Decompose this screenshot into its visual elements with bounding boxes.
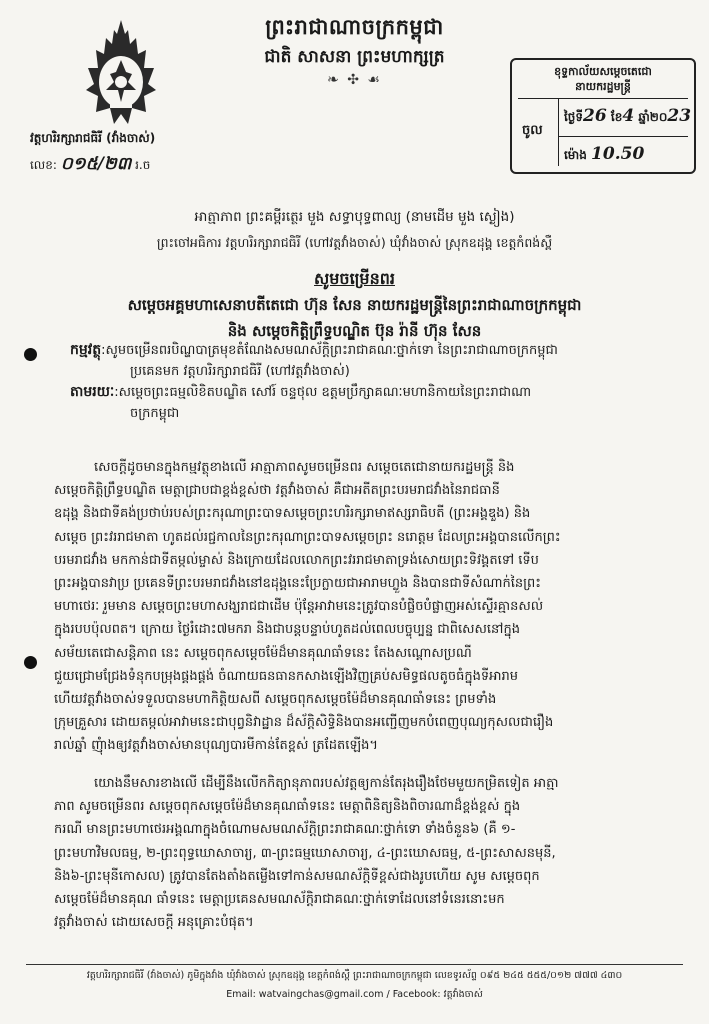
stamp-title: ខុទ្ទកាល័យសម្ដេចតេជោ នាយករដ្ឋមន្ត្រី [554,65,652,93]
body-line: ព្រះអង្គបានវាប្រ ប្រគេនទីព្រះបរមរាជវាំងនៅឧដុង្គនេះប្រែក្លាយជាអារាមហ្លួង និងបានជាទីសំណាក់នៃព្រះ [54,576,541,592]
body-line: រាល់ឆ្នាំ ញុំាងឲ្យវត្តវាំងចាស់មានបុណ្យបារមីកាន់តែខ្ពស់ ត្រដែតឡើង។ [54,738,378,754]
issuing-pagoda: វត្តហរិរក្សារាជធិរី (វាំងចាស់) [30,131,156,145]
ref-label: លេខ: [30,158,57,172]
stamp-time: ម៉ោង 10.50 [564,144,645,164]
body-line: យោងនឹមសារខាងលើ ដើម្បីនឹងលើកកិត្យានុភាពរបស់វត្តឲ្យកាន់តែរុងរឿងថែមមួយកម្រិតទៀត អាត្មា [94,776,559,791]
via-text-2: ចក្រកម្ពុជា [130,406,180,421]
received-stamp [510,58,696,174]
body-line: សម្ដេចកិត្តិព្រឹទ្ធបណ្ឌិត មេត្តាជ្រាបជាខ្ពង់ខ្ពស់ថា វត្តវាំងចាស់ គឺជាអតីតព្រះបរមរាជវាំងនៃរាជធានី [54,483,500,499]
national-motto: ជាតិ សាសនា ព្រះមហាក្សត្រ [264,47,445,67]
body-line: ហើយវត្តវាំងចាស់ទទួលបានមហាកិត្តិយសពី សម្ដេចពុកសម្ដេចម៉ែដ៏មានគុណធាំទនេះ ព្រមទាំង [54,692,497,708]
ornament-divider: ❧ ✣ ☙ [327,72,382,88]
body-line: សេចក្ដីដូចមានក្នុងកម្មវត្ថុខាងលើ អាត្មាភាពសូមចម្រើនពរ សម្ដេចតេជោនាយករដ្ឋមន្ត្រី និង [94,460,515,475]
bullet-icon [24,348,37,361]
stamp-received-label: ចូល [522,123,543,138]
body-paragraph-2 [54,772,669,934]
body-line: ព្រះមហាវិមលធម្ម, ២-ព្រះពុទ្ធឃោសាចារ្យ, ៣-ព្រះធម្មឃោសាចារ្យ, ៤-ព្រះឃោសធម្ម, ៥-ព្រះសាសនមុនី, [54,845,556,861]
kingdom-title: ព្រះរាជាណាចក្រកម្ពុជា [265,15,444,39]
body-line: សម្ដេច ព្រះវររាជមាតា ហូតដល់រជ្ជកាលនៃព្រះករុណាព្រះបាទសម្ដេចព្រះ នរោត្ដម ដែលព្រះអង្គបានលើកព្រះ [54,529,561,545]
ref-number: ០១៥/២៣ [60,154,132,174]
body-paragraph-1 [54,456,669,758]
addressee-line-2: និង សម្ដេចកិត្តិព្រឹទ្ធបណ្ឌិត ប៊ុន រ៉ានី ហ៊ុន សែន [227,322,482,340]
bullet-icon [24,656,37,669]
footer-contact: Email: watvaingchas@gmail.com / Facebook: វត្តវាំងចាស់ [226,989,483,1000]
stamp-date: ថ្ងៃទី26 ខែ4 ឆ្នាំ២០23 [564,106,692,126]
body-line: សម័យតេជោសន្តិភាព នេះ សម្ដេចពុកសម្ដេចម៉ែដ៏មានគុណធាំទនេះ តែងសណ្ដោសប្រណី [54,645,472,661]
body-line: សម្ដេចម៉ែដ៏មានគុណ ធាំទនេះ មេត្តាប្រគេនសមណស័ក្តិរាជាគណៈថ្នាក់ទោដែលនៅទំនេរនោះមក [54,892,505,908]
body-line: វត្តវាំងចាស់ ដោយសេចក្ដី អនុគ្រោះបំផុត។ [54,915,254,931]
subject-text: :សូមចម្រើនពរបិណ្ឌបាត្រមុខតំណែងសមណស័ក្តិព្រះរាជាគណៈថ្នាក់ទោ នៃព្រះរាជាណាចក្រកម្ពុជា [101,343,558,358]
body-line: មហាថេរៈ រួមមាន សម្ដេចព្រះមហាសង្ឃរាជជាដើម ប៉ុន្តែអាវាមនេះត្រូវបានបំផ្លិចបំផ្លាញអស់ស្ទើរគ្មានសល់ [54,599,544,615]
reference-number [30,153,150,178]
sender-title-line: ព្រះចៅអធិការ វត្តហរិរក្សារាជធិរី (ហៅវត្តវាំងចាស់) ឃុំវាំងចាស់ ស្រុកឧដុង្គ ខេត្តកំពង់ស្ពឺ [156,235,553,250]
body-line: ក្រុមគ្រួសារ ដោយតម្កល់អាវាមនេះជាបុព្វនិវាដ្ឋាន ដ៏ស័ក្ដិសិទ្ធិនិងបានអញ្ជើញមកបំពេញបុណ្យកុសលជារឿង [54,715,554,731]
body-line: និង៦-ព្រះមុនីកោសល) ត្រូវបានតែងតាំងតម្លើងទៅកាន់សមណស័ក្តិទីខ្ពស់ជាងរូបហើយ សូម សម្ដេចពុក [54,868,540,884]
subject-text-2: ប្រគេនមក វត្តហរិរក្សារាជធិរី (ហៅវត្តវាំងចាស់) [130,364,350,379]
body-line: ភាព សូមចម្រើនពរ សម្ដេចពុកសម្ដេចម៉ែដ៏មានគុណធាំទនេះ មេត្តាពិនិត្យនិងពិចារណាដ៏ខ្ពង់ខ្ពស់ ក្នុង [54,799,521,815]
body-line: ករណី មានព្រះមហាថេរអង្គណាក្នុងចំណោមសមណស័ក្តិព្រះរាជាគណៈថ្នាក់ទោ ទាំងចំនួន៦ (គឺ ១- [54,822,516,838]
addressee-line-1: សម្ដេចអគ្គមហាសេនាបតីតេជោ ហ៊ុន សែន នាយករដ្ឋមន្ត្រីនៃព្រះរាជាណាចក្រកម្ពុជា [127,296,582,314]
body-line: ជួយជ្រោមជ្រែងទំនុកបម្រុងផ្គងផ្គង់ ចំណាយធនធានកសាងឡើងវិញគ្រប់សមិទ្ធផលតូចធំក្នុងទីអារាម [54,668,518,684]
footer-address: វត្តហរិរក្សារាជធិរី (វាំងចាស់) ភូមិក្នុងវាំង ឃុំវាំងចាស់ ស្រុកឧដុង្គ ខេត្តកំពង់ស្ពឺ ព្រះរាជាណាចក្រកម្ពុជា លេខទូរស័ព្ទ ០៩៥ ២៤៥ ៥៥៥/០១២ ៧៧៧ ៤៣០ [86,970,623,981]
salutation: សូមចម្រើនពរ [314,269,395,288]
body-line: បរមរាជវាំង មកកាន់ជាទីតម្កល់ម្ចាស់ និងក្រោយដែលលោកព្រះវររាជមាតាទ្រង់សោយព្រះទិវង្គតទៅ ទើប [54,552,539,568]
via-label: តាមរយៈ [70,384,115,400]
ref-suffix: រ.ច [135,158,151,172]
body-line: ក្នុងរបបប៉ុលពត។ ក្រោយ ថ្ងៃរំដោះ៧មករា និងជាបន្តបន្ទាប់ហូតដល់ពេលបច្ចុប្បន្ន ជាពិសេសនៅក្នុង [54,622,520,638]
subject-block [70,340,673,424]
subject-label: កម្មវត្ថុ [70,342,102,358]
via-text: :សម្ដេចព្រះធម្មលិខិតបណ្ឌិត សៅរ៍ ចន្ទថុល ឧត្តមប្រឹក្សាគណៈមហានិកាយនៃព្រះរាជាណា [114,385,532,400]
sender-line: អាត្មាភាព ព្រះគម្ពីរត្ថេរ មួង សទ្ធាបុទ្ធពាល្យ (នាមដើម មួង ស្ងៀង) [194,209,515,225]
body-line: ឧដុង្គ និងជាទីគង់ប្រថាប់របស់ព្រះករុណាព្រះបាទសម្ដេចព្រះហរិរក្សរាមាឥស្សរាធិបតី (ព្រះអង្គឌួង) និង [54,506,531,522]
